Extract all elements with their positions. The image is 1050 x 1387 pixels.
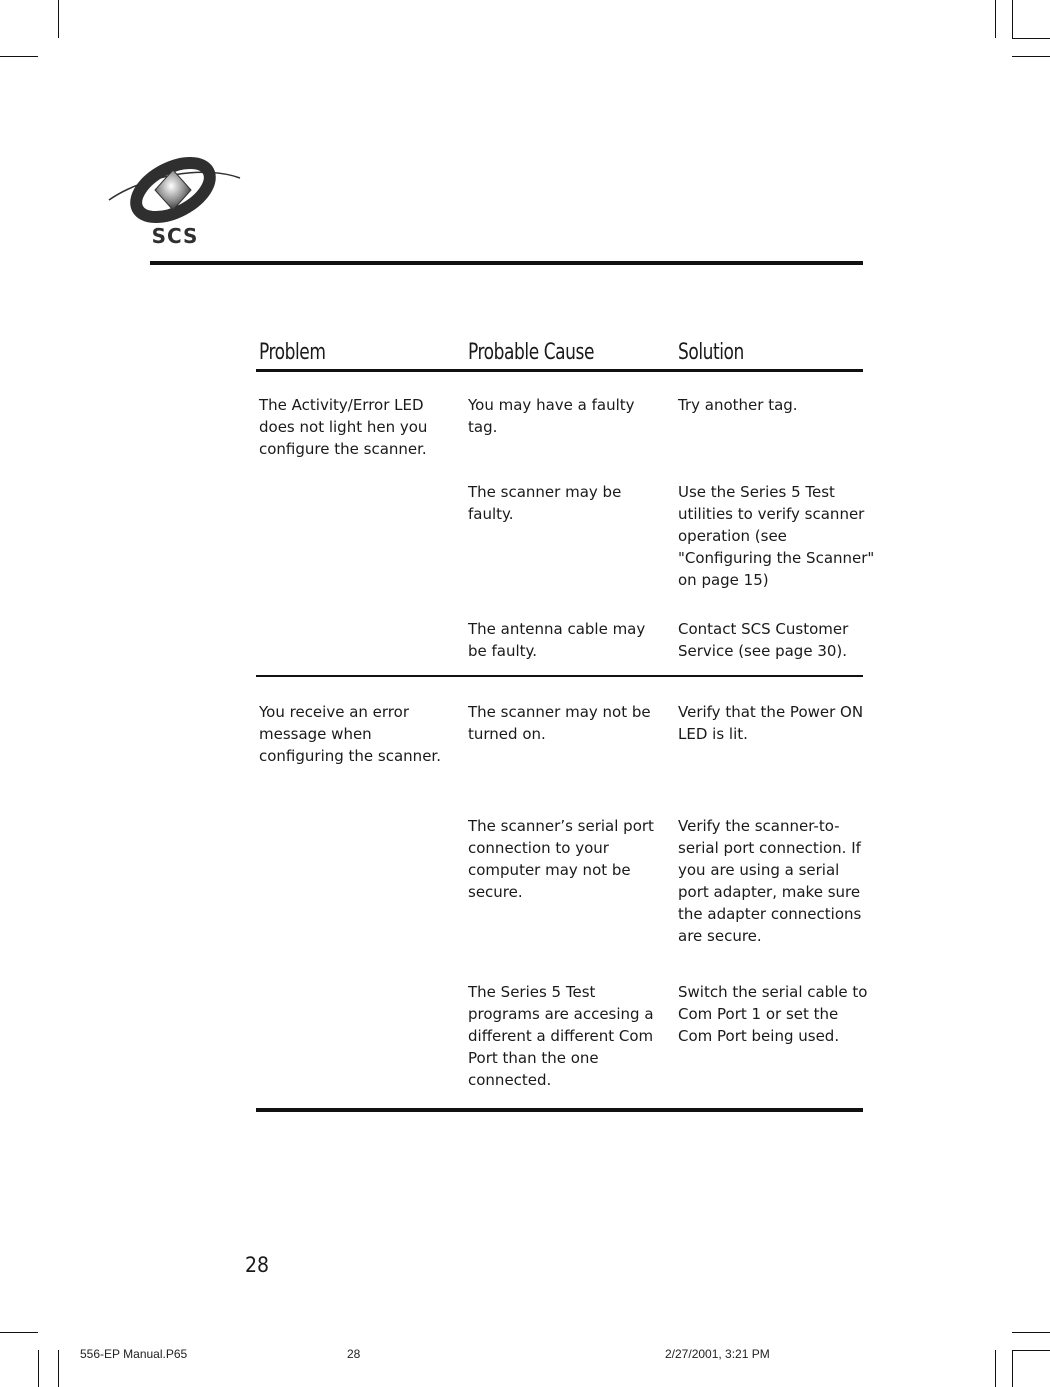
scs-logo <box>105 150 245 250</box>
group-divider <box>256 675 863 677</box>
solution-cell: Use the Series 5 Test utilities to verify scanner operation (see "Configuring the Scanner" on page 15) <box>678 483 875 589</box>
header-problem: Problem <box>259 340 326 365</box>
cause-cell: The scanner may be faulty. <box>468 483 622 523</box>
header-probable-cause: Probable Cause <box>468 340 595 365</box>
cause-cell: The scanner’s serial port connection to your computer may not be secure. <box>468 817 654 901</box>
footer-timestamp: 2/27/2001, 3:21 PM <box>665 1347 770 1361</box>
crop-mark <box>38 1350 39 1387</box>
header-solution: Solution <box>678 340 744 365</box>
problem-cell: You receive an error message when configuring the scanner. <box>259 703 441 765</box>
solution-cell: Verify that the Power ON LED is lit. <box>678 703 864 743</box>
crop-mark <box>0 1332 38 1333</box>
crop-mark <box>995 0 996 38</box>
header-rule <box>150 261 863 265</box>
cause-cell: The Series 5 Test programs are accesing a different a different Com Port than the one connected. <box>468 983 654 1089</box>
solution-cell: Try another tag. <box>678 396 798 414</box>
solution-cell: Verify the scanner-to- serial port connection. If you are using a serial port adapter, make sure the adapter connections are secure. <box>678 817 862 945</box>
solution-cell: Contact SCS Customer Service (see page 30). <box>678 620 849 660</box>
crop-mark <box>1012 1332 1050 1333</box>
solution-cell: Switch the serial cable to Com Port 1 or set the Com Port being used. <box>678 983 868 1045</box>
crop-mark <box>1012 1350 1013 1387</box>
table-bottom-rule <box>256 1108 863 1112</box>
page-number: 28 <box>245 1253 270 1277</box>
cause-cell: You may have a faulty tag. <box>468 396 635 436</box>
crop-mark <box>0 56 38 57</box>
table-header-rule <box>256 369 863 372</box>
footer-filename: 556-EP Manual.P65 <box>80 1347 188 1361</box>
crop-mark <box>995 1350 996 1387</box>
footer-page: 28 <box>347 1347 361 1361</box>
logo-text: SCS <box>151 224 199 248</box>
problem-cell: The Activity/Error LED does not light hen you configure the scanner. <box>259 396 428 458</box>
crop-mark <box>58 1350 59 1387</box>
crop-mark <box>1012 1350 1050 1351</box>
crop-mark <box>1012 38 1050 39</box>
crop-mark <box>58 0 59 38</box>
cause-cell: The antenna cable may be faulty. <box>468 620 646 660</box>
cause-cell: The scanner may not be turned on. <box>468 703 651 743</box>
crop-mark <box>1012 0 1013 38</box>
crop-mark <box>1012 56 1050 57</box>
